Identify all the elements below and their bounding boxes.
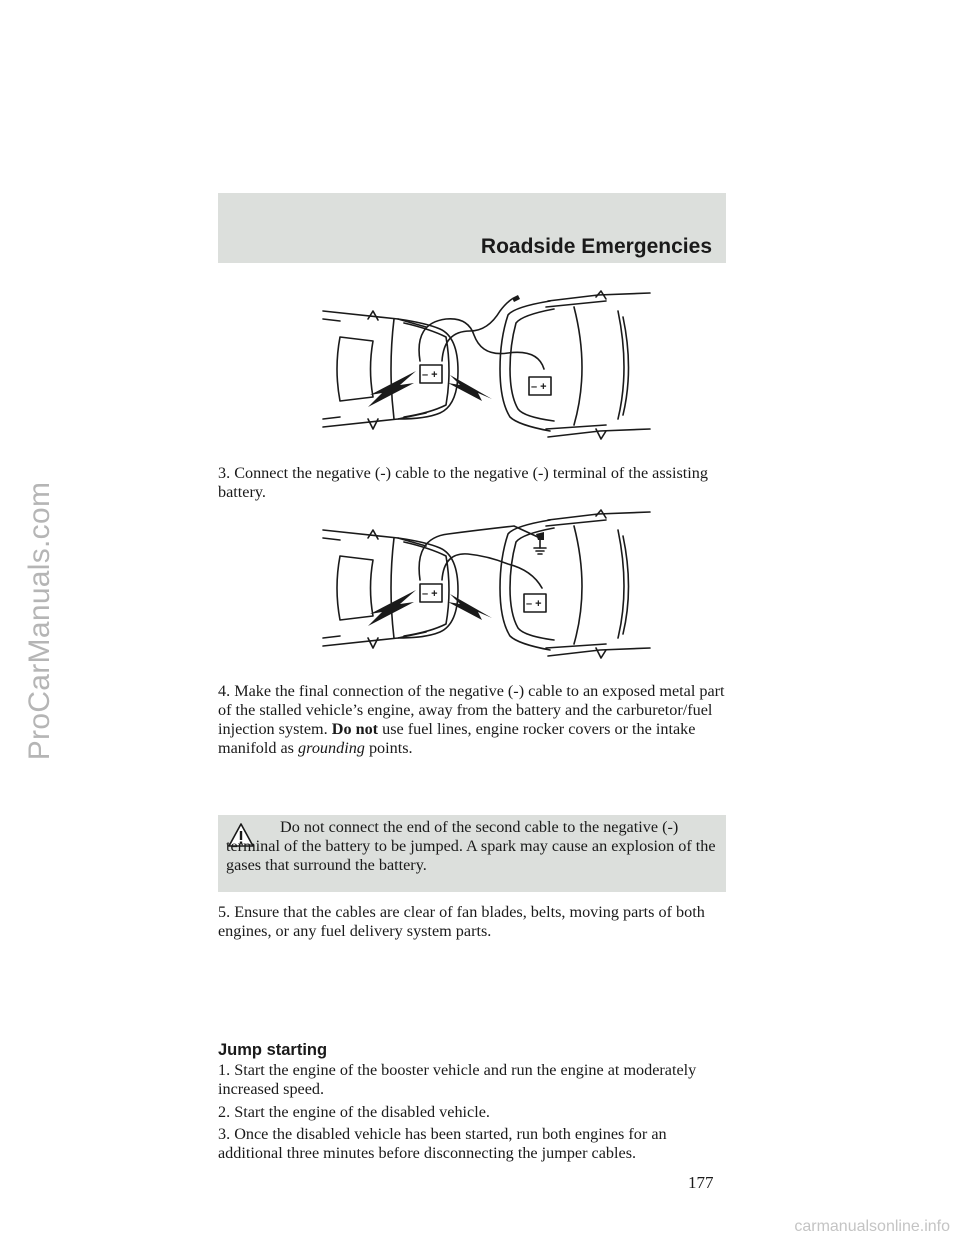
battery-left-terminals: – +	[422, 588, 438, 600]
jump-step-3: 3. Once the disabled vehicle has been started, run both engines for an additional three minutes before disconnecting the jumper cables.	[218, 1125, 667, 1162]
watermark	[0, 0, 60, 1242]
jump-start-diagram-2	[318, 508, 654, 668]
page-number: 177	[688, 1173, 714, 1192]
cars-battery-illustration	[318, 289, 654, 449]
footer-url: carmanualsonline.info	[794, 1218, 950, 1235]
jump-starting-heading: Jump starting	[218, 1041, 328, 1059]
step-4-text	[218, 682, 728, 758]
step-5-text: 5. Ensure that the cables are clear of fan blades, belts, moving parts of both engines, or any fuel delivery system parts.	[218, 903, 705, 940]
warning-box	[218, 815, 726, 892]
section-header	[218, 193, 726, 263]
step-4-text-middle: use fuel lines, engine rocker covers or the intake manifold as	[218, 720, 696, 757]
jump-start-diagram-1	[318, 289, 654, 449]
step-4-text-before: 4. Make the final connection of the negative (-) cable to an exposed metal part of the stalled vehicle’s engine, away from the battery and the carburetor/fuel injection system.	[218, 682, 725, 738]
watermark-text: ProCarManuals.com	[23, 481, 56, 761]
jump-step-1: 1. Start the engine of the booster vehicle and run the engine at moderately increased speed.	[218, 1061, 697, 1098]
step-4-bold: Do not	[331, 720, 379, 738]
section-title: Roadside Emergencies	[480, 235, 712, 258]
battery-right-terminals: – +	[531, 381, 547, 393]
battery-right-terminals: – +	[526, 598, 542, 610]
warning-text: Do not connect the end of the second cable to the negative (-) terminal of the battery to be jumped. A spark may cause an explosion of the gases that surround the battery.	[226, 818, 716, 874]
jump-step-2: 2. Start the engine of the disabled vehicle.	[218, 1103, 490, 1121]
step-4-italic: grounding	[298, 739, 365, 757]
step-3-text: 3. Connect the negative (-) cable to the negative (-) terminal of the assisting battery.	[218, 464, 708, 501]
battery-left-terminals: – +	[422, 369, 438, 381]
cars-battery-ground-illustration	[318, 508, 654, 668]
step-4-text-after: points.	[364, 739, 413, 757]
